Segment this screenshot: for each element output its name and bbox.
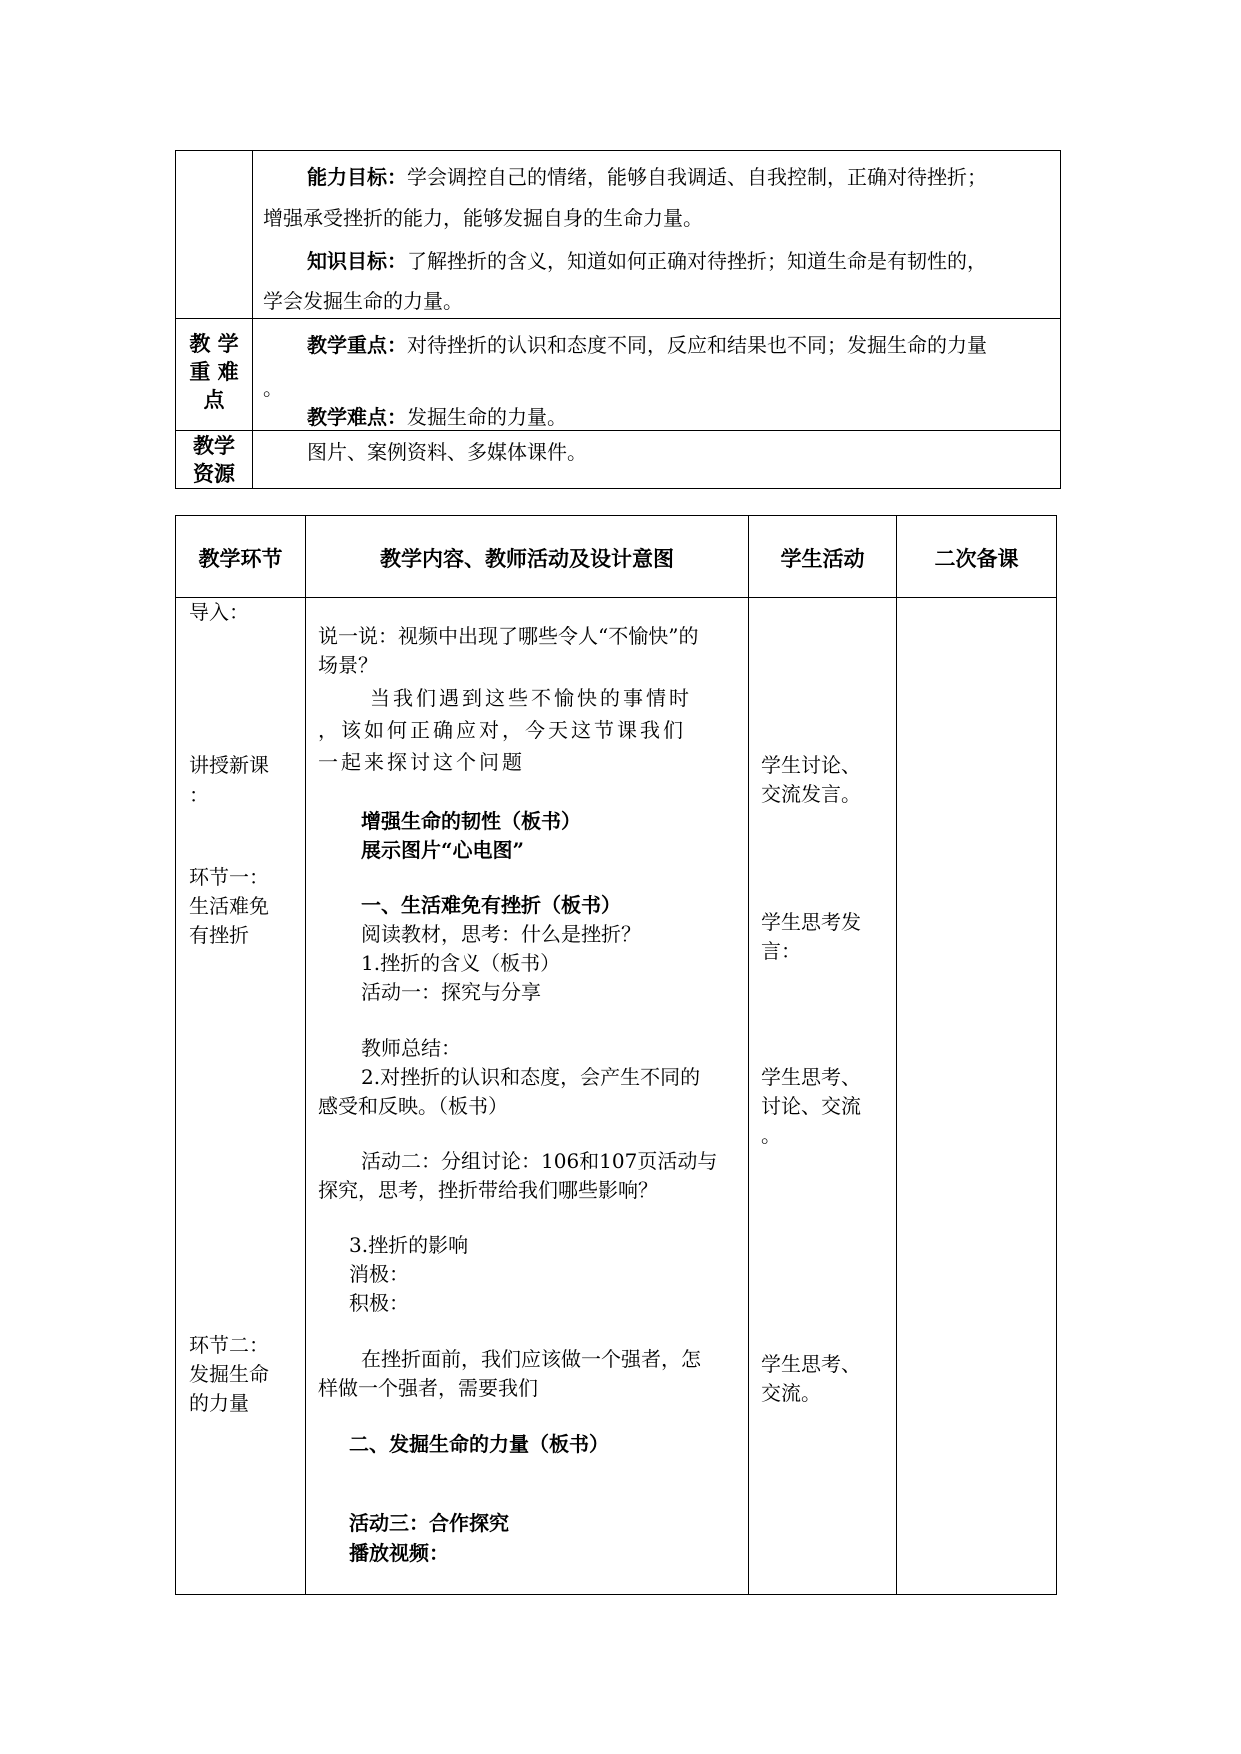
stage-intro: 导入： [189,600,249,624]
key-points-label-1: 教 学 [189,331,239,356]
key-points-label-2: 重 难 [189,359,239,384]
stage-2-title: 环节二： [189,1333,269,1357]
content-line-bold: 二、发掘生命的力量（板书） [349,1432,609,1456]
content-line: 当我们遇到这些不愉快的事情时 [370,686,692,710]
content-line-bold: 增强生命的韧性（板书） [361,809,581,833]
content-line-bold: 展示图片“心电图” [361,838,525,862]
content-line: 消极： [349,1262,409,1286]
content-line: 1.挫折的含义（板书） [361,951,561,975]
knowledge-label: 知识目标： [307,249,407,273]
header-content: 教学内容、教师活动及设计意图 [380,546,674,571]
content-line: 一起来探讨这个问题 [318,750,525,774]
resources-label [176,432,252,488]
stage-new-lesson-2: ： [189,783,209,807]
content-line-bold: 播放视频： [349,1541,449,1565]
stage-1-title: 环节一： [189,865,269,889]
content-line: 场景？ [318,653,378,677]
content-line: 样做一个强者，需要我们 [318,1376,538,1400]
stage-1-line-2: 生活难免 [189,894,269,918]
student-activity-line: 学生思考、 [761,1352,861,1376]
ability-text-2: 增强承受挫折的能力，能够发掘自身的生命力量。 [263,206,703,230]
student-activity-line: 学生思考发 [761,910,861,934]
ability-text-1: 学会调控自己的情绪，能够自我调适、自我控制，正确对待挫折； [407,165,987,189]
resources-label-2: 资源 [193,461,235,486]
student-activity-line: 。 [761,1123,781,1147]
focus-label: 教学重点： [307,333,407,357]
content-line: 3.挫折的影响 [349,1233,469,1257]
content-line: ，该如何正确应对，今天这节课我们 [318,718,686,742]
key-points-label [176,330,252,414]
student-activity-line: 学生思考、 [761,1065,861,1089]
content-line: 感受和反映。（板书） [318,1094,508,1118]
resources-text: 图片、案例资料、多媒体课件。 [307,440,587,464]
header-student-activity: 学生活动 [780,546,865,571]
focus-text: 对待挫折的认识和态度不同，反应和结果也不同；发掘生命的力量 [407,333,987,357]
content-line: 教师总结： [361,1036,461,1060]
student-activity-line: 交流。 [761,1381,821,1405]
knowledge-text-2: 学会发掘生命的力量。 [263,289,463,313]
content-line: 阅读教材，思考：什么是挫折？ [361,922,641,946]
stage-2-line-2: 发掘生命 [189,1362,269,1386]
content-line-bold: 活动三：合作探究 [349,1511,509,1535]
content-line: 积极： [349,1291,409,1315]
difficulty-text: 发掘生命的力量。 [407,405,567,429]
ability-objective [307,165,987,189]
difficulty-label: 教学难点： [307,405,407,429]
teaching-focus [307,333,987,357]
student-activity-line: 学生讨论、 [761,753,861,777]
content-line: 在挫折面前，我们应该做一个强者，怎 [361,1347,701,1371]
content-line-bold: 一、生活难免有挫折（板书） [361,893,621,917]
key-points-label-3: 点 [203,387,225,412]
knowledge-text-1: 了解挫折的含义，知道如何正确对待挫折；知道生命是有韧性的， [407,249,987,273]
student-activity-line: 交流发言。 [761,782,861,806]
knowledge-objective [307,249,987,273]
content-line: 探究，思考，挫折带给我们哪些影响？ [318,1178,658,1202]
stage-new-lesson-1: 讲授新课 [189,753,269,777]
resources-label-1: 教学 [193,433,235,458]
stage-1-line-3: 有挫折 [189,923,249,947]
content-line: 说一说：视频中出现了哪些令人“不愉快”的 [318,624,699,648]
student-activity-line: 讨论、交流 [761,1094,861,1118]
header-stage: 教学环节 [198,546,283,571]
student-activity-line: 言： [761,939,801,963]
focus-cont: 。 [263,376,283,400]
stage-2-line-3: 的力量 [189,1391,249,1415]
content-line: 2.对挫折的认识和态度，会产生不同的 [361,1065,701,1089]
teaching-difficulty [307,405,567,429]
ability-label: 能力目标： [307,165,407,189]
content-line: 活动二：分组讨论：106和107页活动与 [361,1149,718,1173]
content-line: 活动一：探究与分享 [361,980,541,1004]
header-second-prep: 二次备课 [934,546,1019,571]
